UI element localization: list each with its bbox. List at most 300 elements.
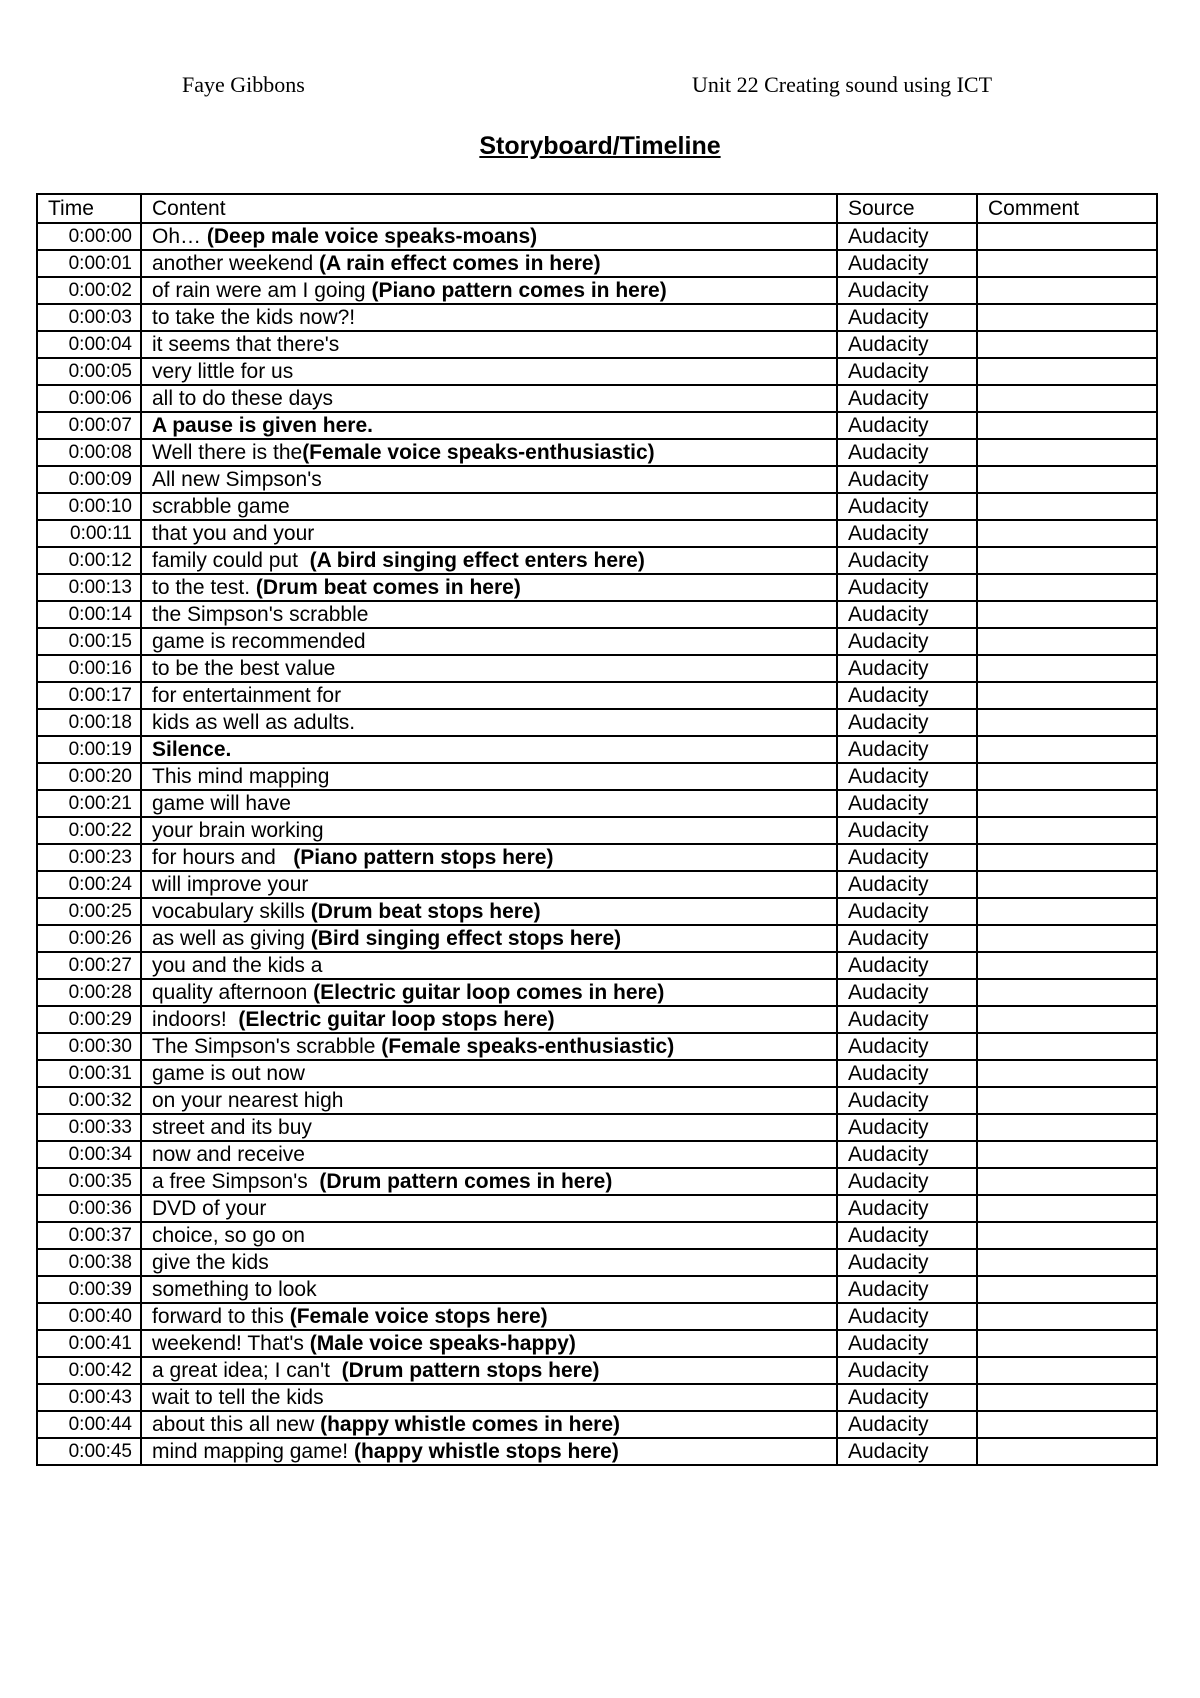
content-text: game is recommended [152,630,366,653]
content-text: your brain working [152,819,324,842]
content-text: to the test. [152,576,256,599]
table-row [37,520,1157,547]
content-text: quality afternoon [152,981,314,1004]
time-cell: 0:00:30 [37,1033,141,1060]
content-text: a great idea; I can't [152,1359,342,1382]
source-cell: Audacity [837,817,977,844]
table-row [37,547,1157,574]
table-row [37,817,1157,844]
time-cell: 0:00:41 [37,1330,141,1357]
time-cell: 0:00:24 [37,871,141,898]
source-cell: Audacity [837,655,977,682]
content-cell [141,1276,837,1303]
time-cell: 0:00:15 [37,628,141,655]
unit-title: Unit 22 Creating sound using ICT [692,72,993,97]
comment-cell [977,385,1157,412]
table-row [37,871,1157,898]
comment-cell [977,871,1157,898]
time-cell: 0:00:14 [37,601,141,628]
comment-cell [977,1060,1157,1087]
table-row [37,952,1157,979]
comment-cell [977,223,1157,250]
table-row [37,1384,1157,1411]
time-cell: 0:00:20 [37,763,141,790]
comment-cell [977,358,1157,385]
content-text: mind mapping game! [152,1440,354,1463]
content-text: of rain were am I going [152,279,372,302]
table-row [37,736,1157,763]
time-cell: 0:00:45 [37,1438,141,1465]
content-text: on your nearest high [152,1089,344,1112]
table-row [37,898,1157,925]
content-text: that you and your [152,522,315,545]
table-row [37,925,1157,952]
content-cell [141,547,837,574]
comment-cell [977,1249,1157,1276]
time-cell: 0:00:12 [37,547,141,574]
content-text: it seems that there's [152,333,340,356]
comment-cell [977,601,1157,628]
column-header-content: Content [141,194,837,223]
source-cell: Audacity [837,493,977,520]
source-cell: Audacity [837,1141,977,1168]
time-cell: 0:00:03 [37,304,141,331]
content-cell [141,574,837,601]
time-cell: 0:00:04 [37,331,141,358]
content-cell [141,844,837,871]
source-cell: Audacity [837,1006,977,1033]
content-sound-cue: (Bird singing effect stops here) [310,927,622,950]
table-row [37,1114,1157,1141]
source-cell: Audacity [837,790,977,817]
time-cell: 0:00:00 [37,223,141,250]
table-row [37,331,1157,358]
content-text: to be the best value [152,657,336,680]
content-text: weekend! That's [152,1332,310,1355]
table-row [37,358,1157,385]
table-row [37,1033,1157,1060]
content-text: forward to this [152,1305,290,1328]
content-text: about this all new [152,1413,321,1436]
content-text: will improve your [152,873,309,896]
content-text: game is out now [152,1062,305,1085]
table-row [37,439,1157,466]
time-cell: 0:00:21 [37,790,141,817]
comment-cell [977,1330,1157,1357]
content-cell [141,1438,837,1465]
comment-cell [977,1303,1157,1330]
content-cell [141,601,837,628]
time-cell: 0:00:31 [37,1060,141,1087]
content-cell [141,1303,837,1330]
content-text: another weekend [152,252,319,275]
content-sound-cue: (Female speaks-enthusiastic) [381,1035,675,1058]
comment-cell [977,1141,1157,1168]
page-title: Storyboard/Timeline [479,132,721,160]
content-sound-cue: (happy whistle stops here) [353,1440,619,1463]
source-cell: Audacity [837,1195,977,1222]
time-cell: 0:00:40 [37,1303,141,1330]
content-cell [141,520,837,547]
content-cell [141,1060,837,1087]
table-row [37,385,1157,412]
comment-cell [977,1438,1157,1465]
content-cell [141,223,837,250]
content-sound-cue: (Drum pattern stops here) [341,1359,600,1382]
table-row [37,1249,1157,1276]
content-text: something to look [152,1278,317,1301]
table-row [37,709,1157,736]
table-row [37,1330,1157,1357]
source-cell: Audacity [837,925,977,952]
content-text: very little for us [152,360,294,383]
table-row [37,790,1157,817]
content-text: Well there is the [152,441,303,464]
table-row [37,412,1157,439]
table-row [37,601,1157,628]
comment-cell [977,898,1157,925]
comment-cell [977,655,1157,682]
comment-cell [977,1168,1157,1195]
table-row [37,682,1157,709]
content-cell [141,871,837,898]
time-cell: 0:00:32 [37,1087,141,1114]
table-row [37,277,1157,304]
table-row [37,1006,1157,1033]
column-header-comment: Comment [977,194,1157,223]
content-cell [141,682,837,709]
comment-cell [977,790,1157,817]
content-cell [141,412,837,439]
comment-cell [977,1114,1157,1141]
content-sound-cue: (Piano pattern comes in here) [371,279,667,302]
source-cell: Audacity [837,844,977,871]
comment-cell [977,304,1157,331]
content-cell [141,493,837,520]
source-cell: Audacity [837,628,977,655]
content-sound-cue: (Female voice speaks-enthusiastic) [302,441,655,464]
time-cell: 0:00:05 [37,358,141,385]
source-cell: Audacity [837,331,977,358]
time-cell: 0:00:11 [37,520,141,547]
content-sound-cue: A pause is given here. [152,414,373,437]
content-text: This mind mapping [152,765,330,788]
storyboard-table [36,193,1158,1466]
content-sound-cue: (A bird singing effect enters here) [309,549,645,572]
source-cell: Audacity [837,439,977,466]
content-sound-cue: (happy whistle comes in here) [320,1413,621,1436]
content-text: the Simpson's scrabble [152,603,369,626]
comment-cell [977,1195,1157,1222]
time-cell: 0:00:38 [37,1249,141,1276]
source-cell: Audacity [837,979,977,1006]
comment-cell [977,1411,1157,1438]
time-cell: 0:00:28 [37,979,141,1006]
source-cell: Audacity [837,1060,977,1087]
source-cell: Audacity [837,1357,977,1384]
content-text: give the kids [152,1251,269,1274]
source-cell: Audacity [837,547,977,574]
time-cell: 0:00:23 [37,844,141,871]
source-cell: Audacity [837,736,977,763]
content-sound-cue: (Piano pattern stops here) [293,846,554,869]
content-cell [141,385,837,412]
table-row [37,304,1157,331]
comment-cell [977,844,1157,871]
content-text: Oh… [152,225,207,248]
table-row [37,1141,1157,1168]
table-row [37,1411,1157,1438]
content-cell [141,952,837,979]
time-cell: 0:00:34 [37,1141,141,1168]
table-row [37,1087,1157,1114]
comment-cell [977,331,1157,358]
content-cell [141,1411,837,1438]
content-text: scrabble game [152,495,290,518]
content-cell [141,1384,837,1411]
table-row [37,574,1157,601]
comment-cell [977,1357,1157,1384]
time-cell: 0:00:08 [37,439,141,466]
source-cell: Audacity [837,1168,977,1195]
content-cell [141,763,837,790]
comment-cell [977,277,1157,304]
table-row [37,1357,1157,1384]
table-row [37,1303,1157,1330]
comment-cell [977,493,1157,520]
time-cell: 0:00:07 [37,412,141,439]
content-text: for hours and [152,846,294,869]
comment-cell [977,736,1157,763]
table-row [37,655,1157,682]
comment-cell [977,466,1157,493]
time-cell: 0:00:29 [37,1006,141,1033]
source-cell: Audacity [837,466,977,493]
content-cell [141,1222,837,1249]
source-cell: Audacity [837,520,977,547]
time-cell: 0:00:18 [37,709,141,736]
content-sound-cue: (Drum beat stops here) [310,900,541,923]
time-cell: 0:00:19 [37,736,141,763]
source-cell: Audacity [837,709,977,736]
content-cell [141,1168,837,1195]
table-row [37,979,1157,1006]
time-cell: 0:00:10 [37,493,141,520]
content-cell [141,331,837,358]
content-sound-cue: (Electric guitar loop comes in here) [313,981,665,1004]
content-cell [141,790,837,817]
time-cell: 0:00:36 [37,1195,141,1222]
content-text: wait to tell the kids [152,1386,324,1409]
time-cell: 0:00:42 [37,1357,141,1384]
time-cell: 0:00:27 [37,952,141,979]
content-cell [141,1357,837,1384]
content-sound-cue: Silence. [152,738,232,761]
content-text: DVD of your [152,1197,267,1220]
source-cell: Audacity [837,223,977,250]
table-row [37,1276,1157,1303]
comment-cell [977,1006,1157,1033]
comment-cell [977,628,1157,655]
source-cell: Audacity [837,358,977,385]
table-row [37,1060,1157,1087]
source-cell: Audacity [837,1411,977,1438]
source-cell: Audacity [837,304,977,331]
time-cell: 0:00:26 [37,925,141,952]
source-cell: Audacity [837,385,977,412]
content-cell [141,709,837,736]
content-text: choice, so go on [152,1224,305,1247]
time-cell: 0:00:44 [37,1411,141,1438]
comment-cell [977,547,1157,574]
comment-cell [977,1033,1157,1060]
content-cell [141,466,837,493]
comment-cell [977,439,1157,466]
content-text: kids as well as adults. [152,711,356,734]
content-sound-cue: (A rain effect comes in here) [318,252,601,275]
content-text: All new Simpson's [152,468,322,491]
content-cell [141,1087,837,1114]
table-row [37,1222,1157,1249]
table-row [37,763,1157,790]
time-cell: 0:00:37 [37,1222,141,1249]
time-cell: 0:00:22 [37,817,141,844]
comment-cell [977,520,1157,547]
content-text: a free Simpson's [152,1170,320,1193]
content-cell [141,1006,837,1033]
comment-cell [977,952,1157,979]
content-cell [141,979,837,1006]
table-header-row [37,194,1157,223]
source-cell: Audacity [837,412,977,439]
content-text: game will have [152,792,291,815]
time-cell: 0:00:25 [37,898,141,925]
content-sound-cue: (Drum beat comes in here) [255,576,521,599]
content-text: street and its buy [152,1116,312,1139]
comment-cell [977,1222,1157,1249]
content-text: family could put [152,549,310,572]
comment-cell [977,709,1157,736]
comment-cell [977,817,1157,844]
content-sound-cue: (Electric guitar loop stops here) [238,1008,555,1031]
content-text: now and receive [152,1143,305,1166]
content-sound-cue: (Female voice stops here) [289,1305,548,1328]
author-name: Faye Gibbons [182,72,305,97]
content-cell [141,655,837,682]
content-cell [141,1114,837,1141]
comment-cell [977,979,1157,1006]
content-cell [141,628,837,655]
content-cell [141,304,837,331]
table-row [37,1168,1157,1195]
content-sound-cue: (Male voice speaks-happy) [309,1332,576,1355]
comment-cell [977,574,1157,601]
source-cell: Audacity [837,1222,977,1249]
comment-cell [977,412,1157,439]
source-cell: Audacity [837,871,977,898]
time-cell: 0:00:39 [37,1276,141,1303]
source-cell: Audacity [837,250,977,277]
time-cell: 0:00:16 [37,655,141,682]
content-text: you and the kids a [152,954,323,977]
column-header-time: Time [37,194,141,223]
source-cell: Audacity [837,574,977,601]
content-cell [141,1330,837,1357]
time-cell: 0:00:01 [37,250,141,277]
content-cell [141,817,837,844]
content-text: vocabulary skills [152,900,311,923]
time-cell: 0:00:17 [37,682,141,709]
source-cell: Audacity [837,952,977,979]
time-cell: 0:00:35 [37,1168,141,1195]
table-row [37,493,1157,520]
content-cell [141,277,837,304]
time-cell: 0:00:43 [37,1384,141,1411]
table-row [37,1195,1157,1222]
content-cell [141,1141,837,1168]
content-sound-cue: (Deep male voice speaks-moans) [206,225,538,248]
content-text: for entertainment for [152,684,342,707]
content-cell [141,358,837,385]
content-sound-cue: (Drum pattern comes in here) [319,1170,613,1193]
content-cell [141,250,837,277]
source-cell: Audacity [837,1276,977,1303]
table-row [37,466,1157,493]
content-text: as well as giving [152,927,311,950]
comment-cell [977,1384,1157,1411]
comment-cell [977,763,1157,790]
content-text: all to do these days [152,387,333,410]
comment-cell [977,925,1157,952]
comment-cell [977,682,1157,709]
time-cell: 0:00:06 [37,385,141,412]
content-cell [141,1249,837,1276]
comment-cell [977,1087,1157,1114]
source-cell: Audacity [837,763,977,790]
source-cell: Audacity [837,1438,977,1465]
source-cell: Audacity [837,1087,977,1114]
content-text: to take the kids now?! [152,306,356,329]
source-cell: Audacity [837,1303,977,1330]
content-cell [141,1195,837,1222]
source-cell: Audacity [837,1384,977,1411]
comment-cell [977,250,1157,277]
source-cell: Audacity [837,601,977,628]
content-cell [141,1033,837,1060]
source-cell: Audacity [837,682,977,709]
content-text: indoors! [152,1008,239,1031]
time-cell: 0:00:33 [37,1114,141,1141]
source-cell: Audacity [837,1114,977,1141]
content-cell [141,439,837,466]
table-body [37,223,1157,1465]
table-row [37,250,1157,277]
time-cell: 0:00:02 [37,277,141,304]
content-text: The Simpson's scrabble [152,1035,382,1058]
source-cell: Audacity [837,1033,977,1060]
table-row [37,844,1157,871]
source-cell: Audacity [837,1249,977,1276]
content-cell [141,736,837,763]
source-cell: Audacity [837,1330,977,1357]
source-cell: Audacity [837,277,977,304]
time-cell: 0:00:13 [37,574,141,601]
table-row [37,223,1157,250]
source-cell: Audacity [837,898,977,925]
table-row [37,1438,1157,1465]
column-header-source: Source [837,194,977,223]
table-row [37,628,1157,655]
